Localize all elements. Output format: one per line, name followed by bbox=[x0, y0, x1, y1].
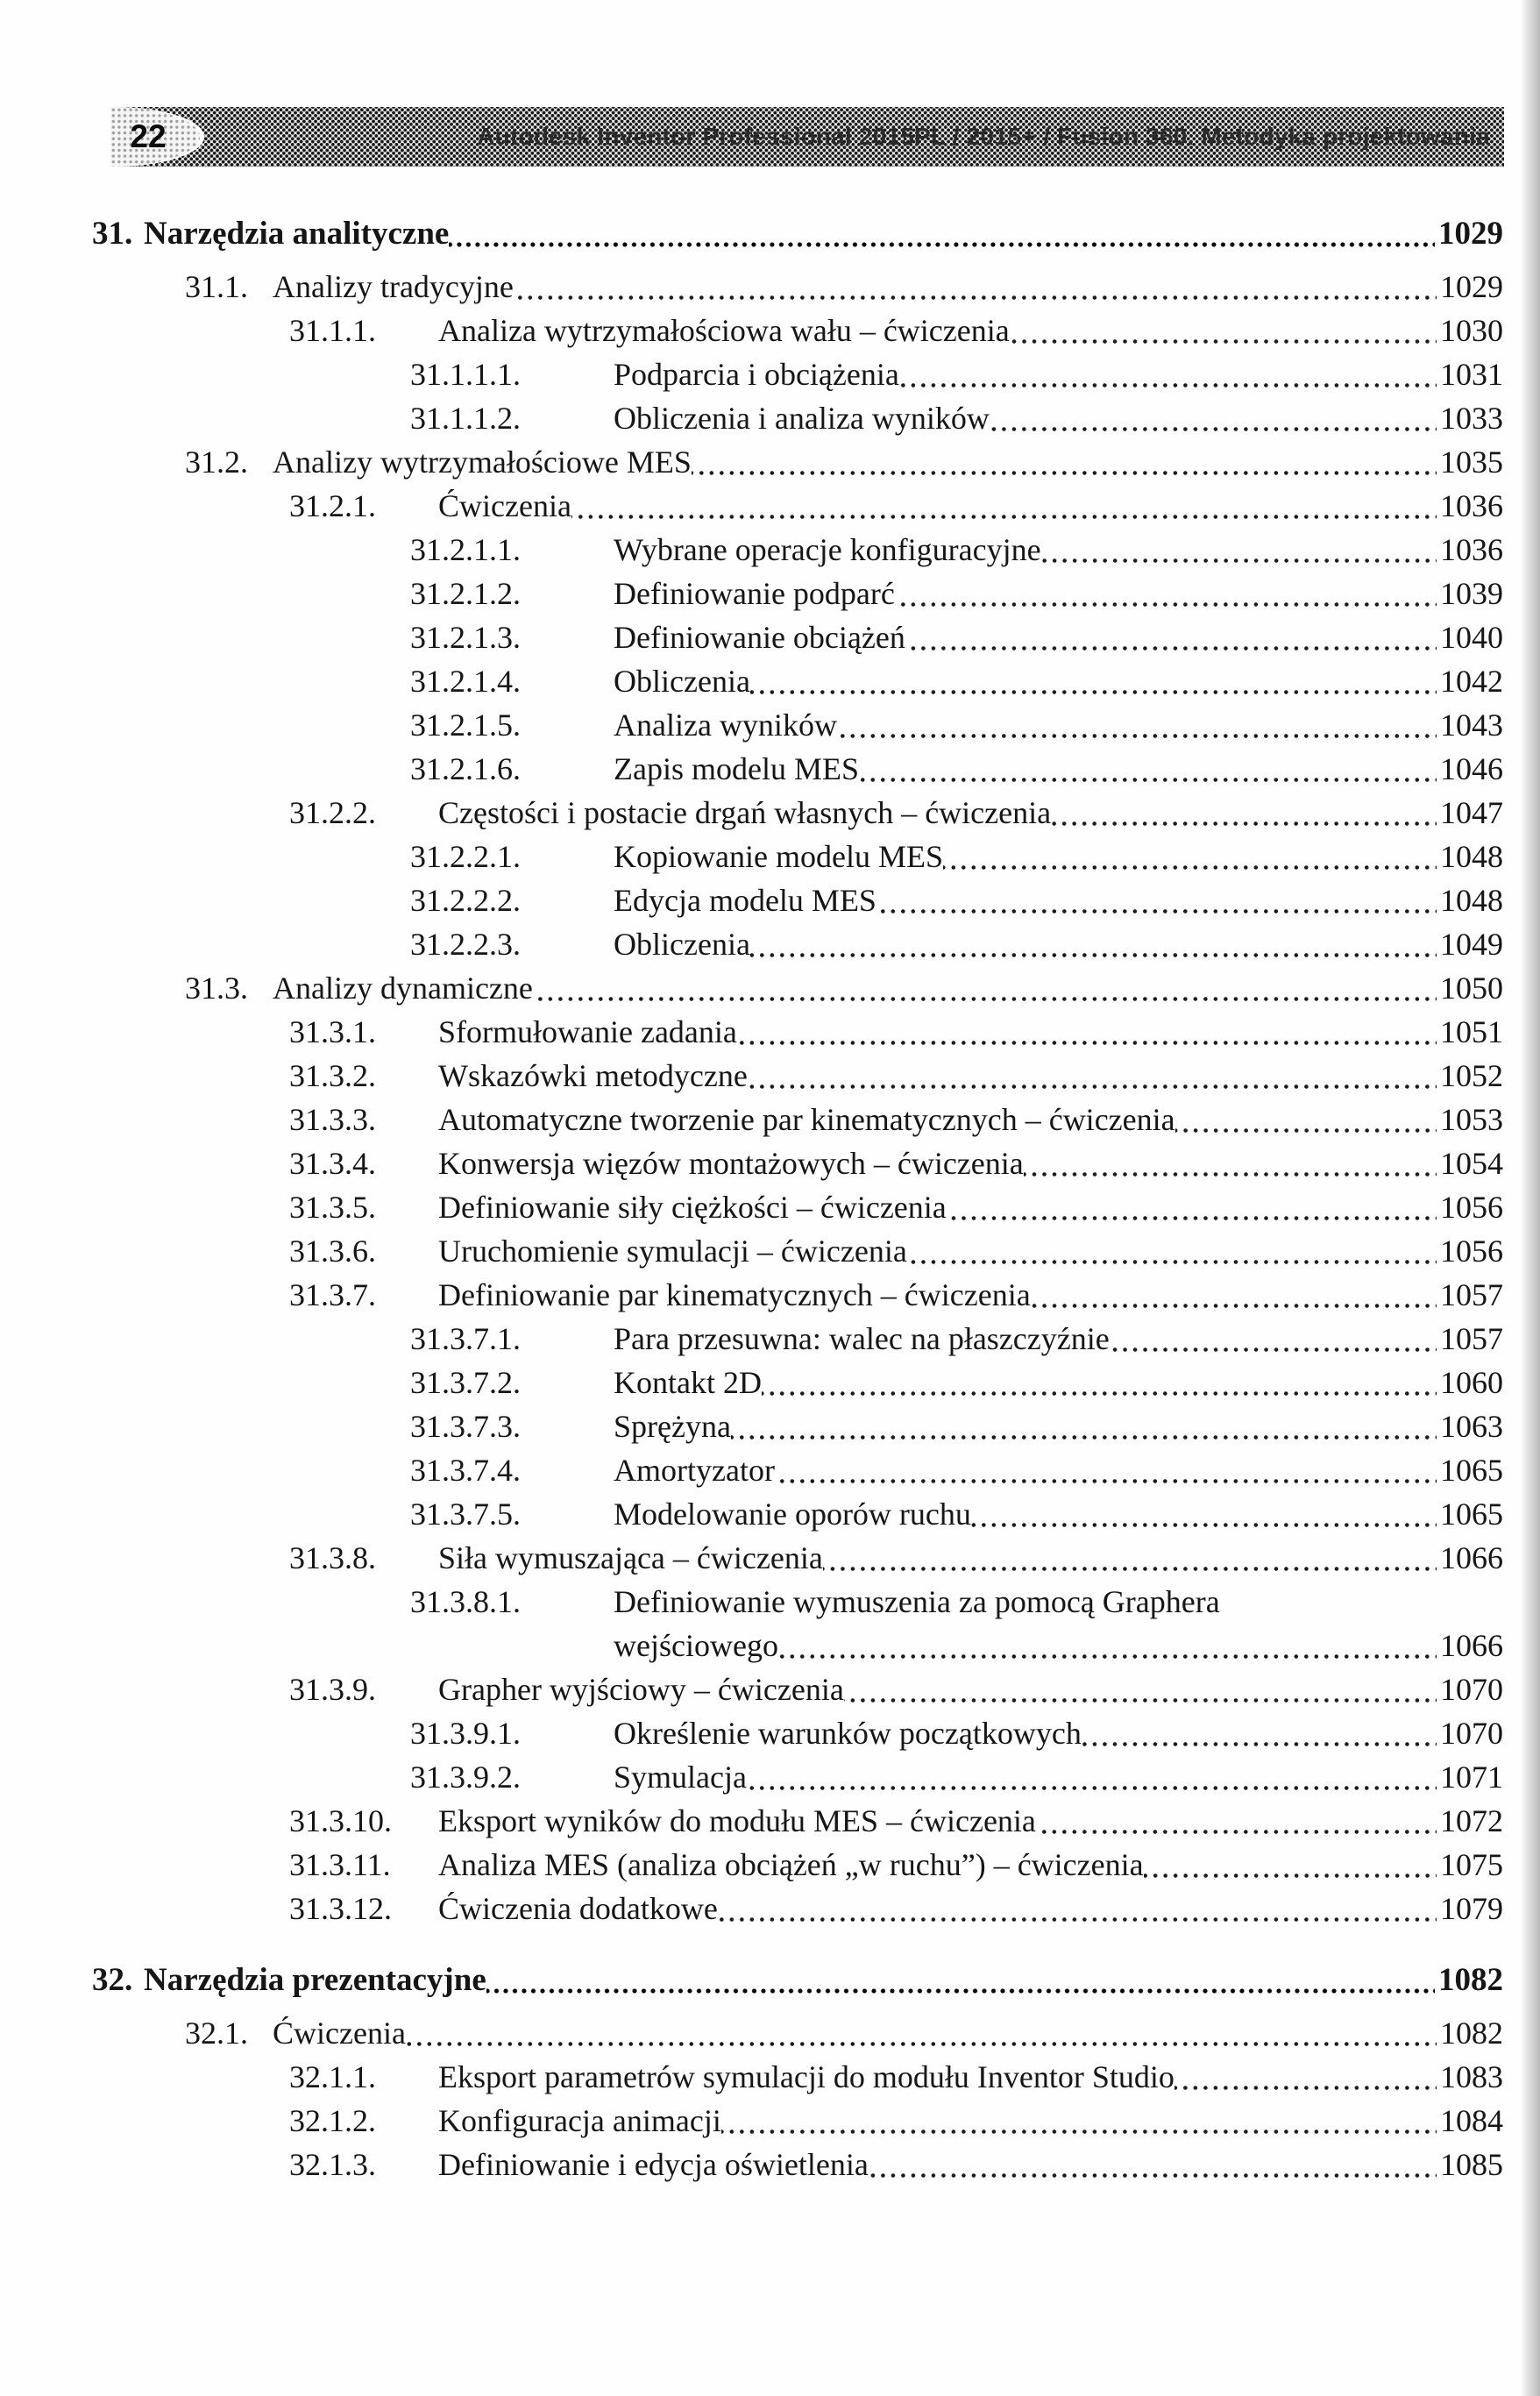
toc-entry-page: 1033 bbox=[1440, 401, 1503, 436]
toc-entry-title: Analiza wyników bbox=[614, 707, 837, 743]
dot-leader bbox=[1031, 1273, 1437, 1317]
toc-entry bbox=[92, 835, 1503, 878]
toc-entry bbox=[92, 572, 1503, 615]
toc-entry bbox=[92, 1536, 1503, 1580]
toc-entry-number: 31.3.1. bbox=[289, 1014, 376, 1049]
dot-leader bbox=[1082, 1711, 1437, 1755]
toc-entry-title: Ćwiczenia bbox=[273, 2016, 406, 2051]
dot-leader bbox=[1110, 1317, 1437, 1361]
toc-entry-number: 31.3.12. bbox=[289, 1891, 392, 1926]
toc-entry bbox=[92, 2055, 1503, 2099]
toc-entry-title: Obliczenia bbox=[614, 927, 750, 962]
toc-entry-number: 31.3.3. bbox=[289, 1102, 376, 1137]
toc-entry-page: 1042 bbox=[1440, 664, 1503, 699]
toc-entry bbox=[92, 1711, 1503, 1755]
toc-entry-page: 1066 bbox=[1440, 1628, 1503, 1663]
toc-entry-title: Sformułowanie zadania bbox=[438, 1014, 737, 1049]
toc-entry-page: 1048 bbox=[1440, 839, 1503, 874]
toc-entry-number: 31.2.1. bbox=[289, 488, 376, 523]
dot-leader bbox=[750, 922, 1437, 966]
toc-entry bbox=[92, 1054, 1503, 1098]
dot-leader bbox=[905, 615, 1437, 659]
toc-entry-title: Obliczenia bbox=[614, 664, 750, 699]
toc-entry-title: Edycja modelu MES bbox=[614, 883, 876, 918]
toc-entry-page: 1070 bbox=[1440, 1672, 1503, 1707]
toc-entry-number: 32.1.3. bbox=[289, 2147, 376, 2182]
dot-leader bbox=[514, 265, 1437, 309]
toc-entry-page: 1056 bbox=[1440, 1234, 1503, 1269]
toc-entry bbox=[92, 1755, 1503, 1799]
running-header-bar bbox=[110, 107, 1504, 167]
toc-entry-title: Eksport wyników do modułu MES – ćwiczenia bbox=[438, 1803, 1036, 1838]
toc-entry-title: Analizy dynamiczne bbox=[273, 970, 533, 1006]
toc-entry bbox=[92, 352, 1503, 396]
toc-entry-title-continued: wejściowego bbox=[614, 1628, 778, 1663]
dot-leader bbox=[844, 1667, 1437, 1711]
toc-entry-page: 1050 bbox=[1440, 970, 1503, 1006]
dot-leader bbox=[859, 747, 1437, 791]
toc-entry-title: Para przesuwna: walec na płaszczyźnie bbox=[614, 1321, 1110, 1356]
toc-entry bbox=[92, 484, 1503, 528]
dot-leader bbox=[747, 1755, 1437, 1799]
toc-entry-page: 1075 bbox=[1440, 1847, 1503, 1882]
dot-leader bbox=[907, 1229, 1437, 1273]
toc-entry bbox=[92, 1361, 1503, 1404]
toc-entry-number: 31.3.2. bbox=[289, 1058, 376, 1093]
toc-entry-line1 bbox=[410, 1580, 1503, 1624]
toc-entry-title: Konwersja więzów montażowych – ćwiczenia bbox=[438, 1146, 1024, 1181]
toc-entry bbox=[92, 1098, 1503, 1141]
dot-leader bbox=[1144, 1843, 1437, 1887]
toc-entry bbox=[92, 1887, 1503, 1930]
toc-entry-page: 1082 bbox=[1438, 1962, 1503, 1998]
toc-entry-title: Wybrane operacje konfiguracyjne bbox=[614, 532, 1041, 567]
toc-entry-number: 31.3.7.1. bbox=[410, 1321, 521, 1356]
toc-entry bbox=[92, 309, 1503, 352]
dot-leader bbox=[971, 1492, 1437, 1536]
toc-entry bbox=[92, 1010, 1503, 1054]
toc-entry bbox=[92, 922, 1503, 966]
toc-entry-number: 31.2.1.2. bbox=[410, 576, 521, 611]
toc-entry-title: Analiza MES (analiza obciążeń „w ruchu”) – ćwiczenia bbox=[438, 1847, 1144, 1882]
dot-leader bbox=[895, 572, 1437, 615]
toc-entry-title: Ćwiczenia bbox=[438, 488, 571, 523]
toc-entry bbox=[92, 747, 1503, 791]
dot-leader bbox=[721, 2099, 1437, 2143]
toc-entry-title: Definiowanie par kinematycznych – ćwiczenia bbox=[438, 1277, 1031, 1312]
dot-leader bbox=[1010, 309, 1437, 352]
toc-entry bbox=[92, 615, 1503, 659]
dot-leader bbox=[943, 835, 1437, 878]
toc-entry-title: Definiowanie i edycja oświetlenia bbox=[438, 2147, 869, 2182]
toc-entry-page: 1035 bbox=[1440, 444, 1503, 480]
toc-entry bbox=[92, 265, 1503, 309]
toc-entry-page: 1036 bbox=[1440, 532, 1503, 567]
page-number-tab bbox=[110, 107, 200, 167]
toc-entry-page: 1060 bbox=[1440, 1365, 1503, 1400]
toc-entry bbox=[92, 2143, 1503, 2186]
dot-leader bbox=[899, 352, 1437, 396]
toc-entry-page: 1057 bbox=[1440, 1321, 1503, 1356]
toc-entry-page: 1043 bbox=[1440, 707, 1503, 743]
toc-entry-title: Automatyczne tworzenie par kinematycznych – ćwiczenia bbox=[438, 1102, 1175, 1137]
dot-leader bbox=[1024, 1141, 1437, 1185]
toc-entry-number: 31. bbox=[92, 216, 133, 252]
toc-entry-page: 1054 bbox=[1440, 1146, 1503, 1181]
toc-entry bbox=[92, 1185, 1503, 1229]
toc-entry-number: 31.2.1.5. bbox=[410, 707, 521, 743]
dot-leader bbox=[406, 2011, 1437, 2055]
toc-entry-title: Kopiowanie modelu MES bbox=[614, 839, 943, 874]
toc-entry-title: Kontakt 2D bbox=[614, 1365, 762, 1400]
toc-entry-page: 1040 bbox=[1440, 620, 1503, 655]
toc-entry bbox=[92, 2011, 1503, 2055]
toc-entry-number: 31.2.2.1. bbox=[410, 839, 521, 874]
toc-entry-title: Modelowanie oporów ruchu bbox=[614, 1497, 971, 1532]
toc-entry bbox=[92, 1959, 1503, 2002]
toc-entry bbox=[92, 703, 1503, 747]
dot-leader bbox=[533, 966, 1437, 1010]
dot-leader bbox=[823, 1536, 1437, 1580]
toc-entry-title: Siła wymuszająca – ćwiczenia bbox=[438, 1540, 823, 1575]
toc-entry-page: 1072 bbox=[1440, 1803, 1503, 1838]
toc-entry-number: 31.3.9.2. bbox=[410, 1760, 521, 1795]
toc-entry-number: 31.3.7.5. bbox=[410, 1497, 521, 1532]
dot-leader bbox=[947, 1185, 1437, 1229]
toc-entry-number: 31.3.9. bbox=[289, 1672, 376, 1707]
toc-entry-page: 1036 bbox=[1440, 488, 1503, 523]
toc-entry-title: Amortyzator bbox=[614, 1453, 775, 1488]
toc-entry-page: 1071 bbox=[1440, 1760, 1503, 1795]
dot-leader bbox=[869, 2143, 1437, 2186]
toc-entry-number: 32.1.1. bbox=[289, 2059, 376, 2094]
dot-leader bbox=[718, 1887, 1437, 1930]
toc-entry-page: 1047 bbox=[1440, 795, 1503, 830]
toc-entry-number: 31.3.6. bbox=[289, 1234, 376, 1269]
toc-entry-title: Narzędzia prezentacyjne bbox=[144, 1962, 486, 1998]
toc-entry-page: 1051 bbox=[1440, 1014, 1503, 1049]
toc-entry-title: Podparcia i obciążenia bbox=[614, 357, 899, 392]
toc-entry bbox=[92, 1492, 1503, 1536]
toc-entry-page: 1039 bbox=[1440, 576, 1503, 611]
toc-entry bbox=[92, 1404, 1503, 1448]
toc-entry-page: 1056 bbox=[1440, 1190, 1503, 1225]
table-of-contents bbox=[92, 167, 1503, 2186]
toc-entry bbox=[92, 966, 1503, 1010]
dot-leader bbox=[731, 1404, 1437, 1448]
dot-leader bbox=[1041, 528, 1437, 572]
toc-entry-title: Analizy wytrzymałościowe MES bbox=[273, 444, 692, 480]
toc-entry-number: 31.3.7.2. bbox=[410, 1365, 521, 1400]
toc-entry-page: 1065 bbox=[1440, 1453, 1503, 1488]
toc-entry-number: 31.2.2.2. bbox=[410, 883, 521, 918]
toc-entry-title: Określenie warunków początkowych bbox=[614, 1716, 1082, 1751]
dot-leader bbox=[571, 484, 1437, 528]
toc-entry bbox=[92, 1317, 1503, 1361]
toc-entry bbox=[92, 1448, 1503, 1492]
toc-entry-number: 31.2.1.4. bbox=[410, 664, 521, 699]
toc-entry bbox=[92, 396, 1503, 440]
toc-entry-title: Sprężyna bbox=[614, 1409, 731, 1444]
toc-entry-title: Wskazówki metodyczne bbox=[438, 1058, 748, 1093]
dot-leader bbox=[762, 1361, 1437, 1404]
toc-entry-number: 31.3.8.1. bbox=[410, 1584, 521, 1619]
toc-entry-number: 31.2.2. bbox=[289, 795, 376, 830]
toc-entry-number: 31.2.1.1. bbox=[410, 532, 521, 567]
toc-entry-number: 31.3.5. bbox=[289, 1190, 376, 1225]
toc-entry-page: 1030 bbox=[1440, 313, 1503, 348]
toc-entry bbox=[92, 659, 1503, 703]
dot-leader bbox=[486, 1959, 1435, 2002]
dot-leader bbox=[775, 1448, 1437, 1492]
toc-entry-title: Definiowanie obciążeń bbox=[614, 620, 905, 655]
dot-leader bbox=[1036, 1799, 1437, 1843]
toc-entry bbox=[92, 791, 1503, 835]
toc-entry-number: 31.2.1.3. bbox=[410, 620, 521, 655]
toc-entry bbox=[92, 1229, 1503, 1273]
toc-entry-title: Definiowanie siły ciężkości – ćwiczenia bbox=[438, 1190, 947, 1225]
toc-entry-number: 31.2.2.3. bbox=[410, 927, 521, 962]
toc-entry-page: 1079 bbox=[1440, 1891, 1503, 1926]
toc-entry bbox=[92, 1580, 1503, 1667]
toc-entry bbox=[92, 1843, 1503, 1887]
toc-entry bbox=[92, 878, 1503, 922]
dot-leader bbox=[837, 703, 1437, 747]
scan-edge-shadow bbox=[1521, 0, 1540, 2396]
toc-entry-number: 31.3.7.3. bbox=[410, 1409, 521, 1444]
toc-entry-number: 32.1. bbox=[185, 2016, 248, 2051]
toc-entry-number: 32.1.2. bbox=[289, 2103, 376, 2138]
toc-entry-page: 1070 bbox=[1440, 1716, 1503, 1751]
toc-entry-title: Uruchomienie symulacji – ćwiczenia bbox=[438, 1234, 907, 1269]
page-number: 22 bbox=[130, 118, 167, 154]
toc-entry-title: Ćwiczenia dodatkowe bbox=[438, 1891, 718, 1926]
toc-entry-number: 31.3.10. bbox=[289, 1803, 392, 1838]
toc-entry-title: Obliczenia i analiza wyników bbox=[614, 401, 990, 436]
toc-entry-title: Analiza wytrzymałościowa wału – ćwiczenia bbox=[438, 313, 1010, 348]
dot-leader bbox=[778, 1624, 1437, 1667]
dot-leader bbox=[1175, 1098, 1437, 1141]
toc-entry-line2 bbox=[410, 1624, 1503, 1667]
toc-entry-page: 1029 bbox=[1438, 216, 1503, 252]
toc-entry-number: 31.1.1.1. bbox=[410, 357, 521, 392]
toc-entry-number: 31.2. bbox=[185, 444, 248, 480]
toc-entry-number: 31.3.7.4. bbox=[410, 1453, 521, 1488]
toc-entry-page: 1046 bbox=[1440, 751, 1503, 786]
toc-entry-title: Eksport parametrów symulacji do modułu Inventor Studio bbox=[438, 2059, 1175, 2094]
toc-entry-page: 1029 bbox=[1440, 269, 1503, 304]
toc-entry-page: 1065 bbox=[1440, 1497, 1503, 1532]
toc-entry-number: 31.1. bbox=[185, 269, 248, 304]
toc-entry-page: 1031 bbox=[1440, 357, 1503, 392]
toc-entry bbox=[92, 212, 1503, 256]
toc-entry-number: 32. bbox=[92, 1962, 133, 1998]
toc-entry-title: Analizy tradycyjne bbox=[273, 269, 514, 304]
toc-entry-page: 1063 bbox=[1440, 1409, 1503, 1444]
dot-leader bbox=[750, 659, 1437, 703]
toc-entry-number: 31.3.9.1. bbox=[410, 1716, 521, 1751]
toc-entry bbox=[92, 1799, 1503, 1843]
dot-leader bbox=[737, 1010, 1437, 1054]
toc-entry-title: Konfiguracja animacji bbox=[438, 2103, 721, 2138]
toc-entry-number: 31.3.8. bbox=[289, 1540, 376, 1575]
toc-entry-page: 1057 bbox=[1440, 1277, 1503, 1312]
toc-entry-page: 1049 bbox=[1440, 927, 1503, 962]
toc-entry-title: Grapher wyjściowy – ćwiczenia bbox=[438, 1672, 844, 1707]
dot-leader bbox=[990, 396, 1437, 440]
toc-entry bbox=[92, 2099, 1503, 2143]
toc-entry-title: Zapis modelu MES bbox=[614, 751, 859, 786]
toc-entry bbox=[92, 440, 1503, 484]
toc-entry-number: 31.3.4. bbox=[289, 1146, 376, 1181]
toc-entry-number: 31.2.1.6. bbox=[410, 751, 521, 786]
toc-entry-page: 1082 bbox=[1440, 2016, 1503, 2051]
running-title: Autodesk Inventor Professional 2015PL / 2015+ / Fusion 360. Metodyka projektowania bbox=[477, 123, 1490, 150]
toc-entry bbox=[92, 1273, 1503, 1317]
dot-leader bbox=[692, 440, 1437, 484]
toc-entry-page: 1085 bbox=[1440, 2147, 1503, 2182]
toc-entry bbox=[92, 1141, 1503, 1185]
dot-leader bbox=[1175, 2055, 1437, 2099]
toc-entry-page: 1084 bbox=[1440, 2103, 1503, 2138]
toc-entry-title: Definiowanie podparć bbox=[614, 576, 895, 611]
dot-leader bbox=[1051, 791, 1437, 835]
toc-entry bbox=[92, 528, 1503, 572]
toc-entry-number: 31.3.11. bbox=[289, 1847, 391, 1882]
toc-entry-number: 31.3.7. bbox=[289, 1277, 376, 1312]
toc-entry-page: 1048 bbox=[1440, 883, 1503, 918]
dot-leader bbox=[748, 1054, 1437, 1098]
toc-entry-number: 31.1.1. bbox=[289, 313, 376, 348]
toc-entry-page: 1066 bbox=[1440, 1540, 1503, 1575]
toc-entry-page: 1052 bbox=[1440, 1058, 1503, 1093]
dot-leader bbox=[449, 212, 1435, 256]
toc-entry-page: 1053 bbox=[1440, 1102, 1503, 1137]
toc-entry-number: 31.1.1.2. bbox=[410, 401, 521, 436]
toc-entry-page: 1083 bbox=[1440, 2059, 1503, 2094]
toc-entry-title: Częstości i postacie drgań własnych – ćwiczenia bbox=[438, 795, 1052, 830]
toc-entry-title: Narzędzia analityczne bbox=[144, 216, 450, 252]
toc-entry-title: Symulacja bbox=[614, 1760, 747, 1795]
dot-leader bbox=[876, 878, 1437, 922]
toc-entry-number: 31.3. bbox=[185, 970, 248, 1006]
toc-entry bbox=[92, 1667, 1503, 1711]
toc-entry-title: Definiowanie wymuszenia za pomocą Graphera bbox=[614, 1584, 1220, 1619]
